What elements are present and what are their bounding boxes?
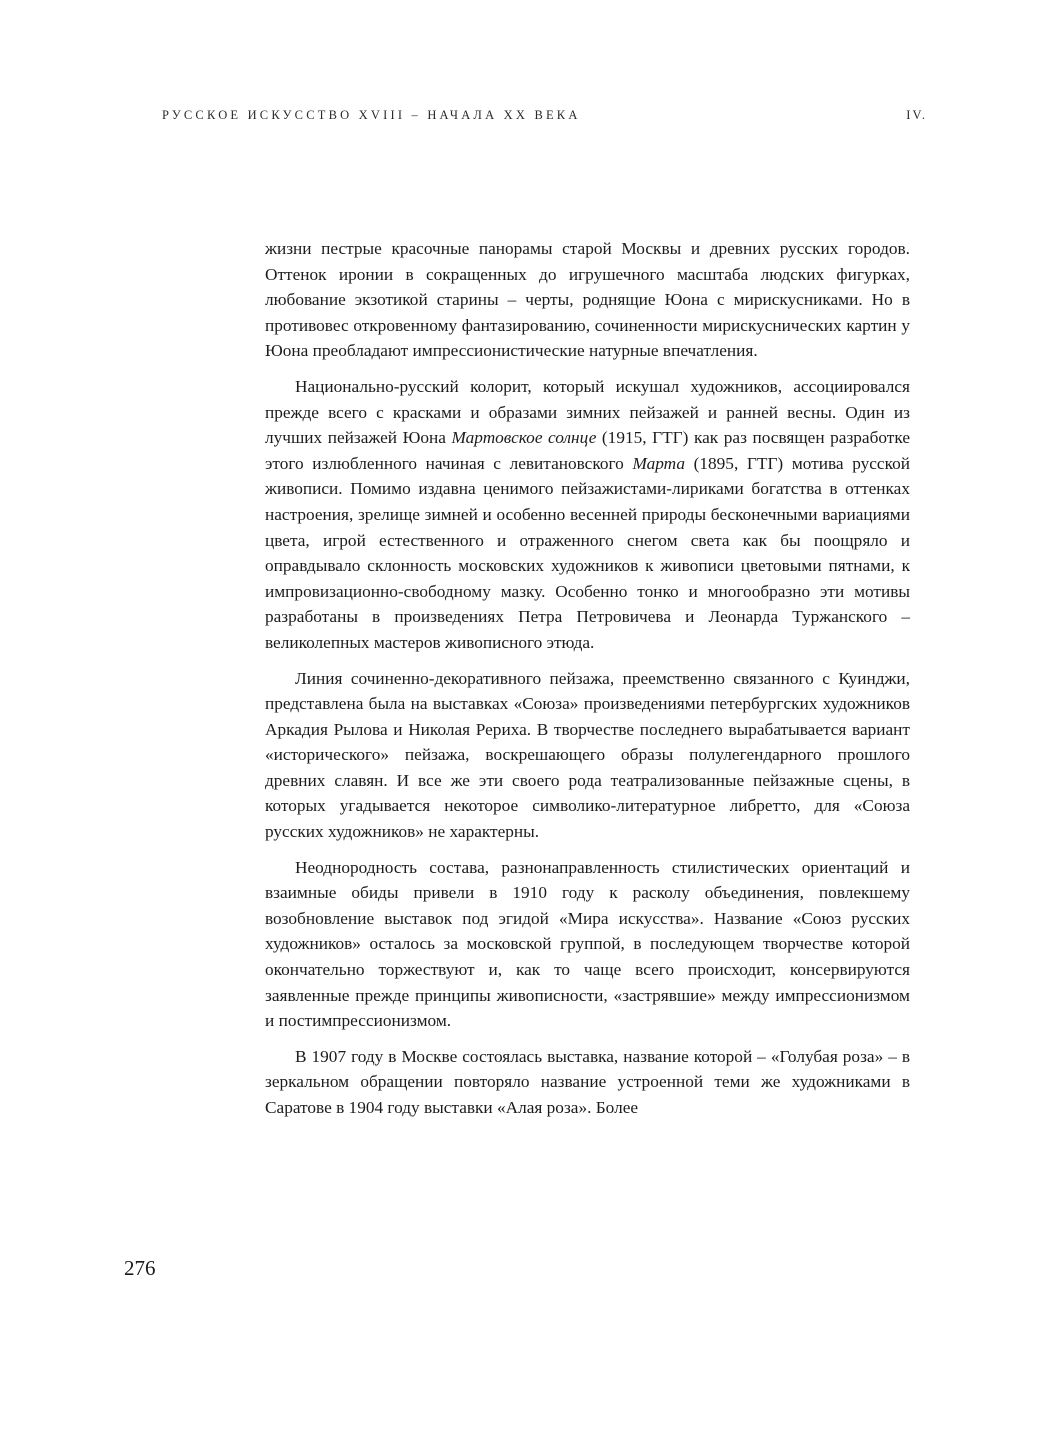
paragraph-text: жизни пестрые красочные панорамы старой Москвы и древних русских городов. Оттенок иронии в сокращенных до игрушечного масштаба людских фигурках, любование экзотикой старины – черты, роднящие Юона с мирискусниками. Но в противовес откровенному фантазированию, сочиненности мирискуснических картин у Юона преобладают импрессионистические натурные впечатления. [265,239,910,361]
paragraph-text: Неоднородность состава, разнонаправленность стилистических ориентаций и взаимные обиды привели в 1910 году к расколу объединения, повлекшему возобновление выставок под эгидой «Мира искусства». Название «Союз русских художников» осталось за московской группой, в последующем творчестве которой окончательно торжествуют и, как то чаще всего происходит, консервируются заявленные прежде принципы живописности, «застрявшие» между импрессионизмом и постимпрессионизмом. [265,857,910,1031]
main-text-column [265,236,910,1131]
paragraph-text: (1915, ГТГ) как раз посвящен разработке этого излюбленного начиная с левитановского [265,428,910,473]
paragraph-text: Национально-русский колорит, который искушал художников, ассоциировался прежде всего с красками и образами зимних пейзажей и ранней весны. Один из лучших пейзажей Юона [265,376,910,448]
paragraph-text: Линия сочиненно-декоративного пейзажа, преемственно связанного с Куинджи, представлена была на выставках «Союза» произведениями петербургских художников Аркадия Рылова и Николая Рериха. В творчестве последнего вырабатывается вариант «исторического» пейзажа, воскрешающего образы полулегендарного прошлого древних славян. И все же эти своего рода театрализованные пейзажные сцены, в которых угадывается некоторое символико-литературное либретто, для «Союза русских художников» не характерны. [265,668,910,842]
paragraph [265,855,910,1034]
running-header [162,108,927,128]
artwork-title: Мартовское солнце [451,428,597,448]
running-header-section: IV. [906,108,927,122]
page-number: 276 [124,1256,156,1280]
paragraph-continued [265,236,910,364]
paragraph [265,1044,910,1121]
paragraph-text: (1895, ГТГ) мотива русской живописи. Помимо издавна ценимого пейзажистами-лириками богатства в оттенках настроения, зрелище зимней и особенно весенней природы бесконечными вариациями цвета, игрой естественного и отраженного снегом света как бы поощряло и оправдывало склонность московских художников к живописи цветовыми пятнами, к импровизационно-свободному мазку. Особенно тонко и многообразно эти мотивы разработаны в произведениях Петра Петровичева и Леонарда Туржанского – великолепных мастеров живописного этюда. [265,453,910,652]
paragraph [265,374,910,656]
running-header-title: РУССКОЕ ИСКУССТВО XVIII – НАЧАЛА XX ВЕКА [162,108,581,122]
artwork-title: Марта [632,453,685,473]
paragraph [265,666,910,845]
paragraph-text: В 1907 году в Москве состоялась выставка, название которой – «Голубая роза» – в зеркальном обращении повторяло название устроенной теми же художниками в Саратове в 1904 году выставки «Алая роза». Более [265,1046,910,1117]
